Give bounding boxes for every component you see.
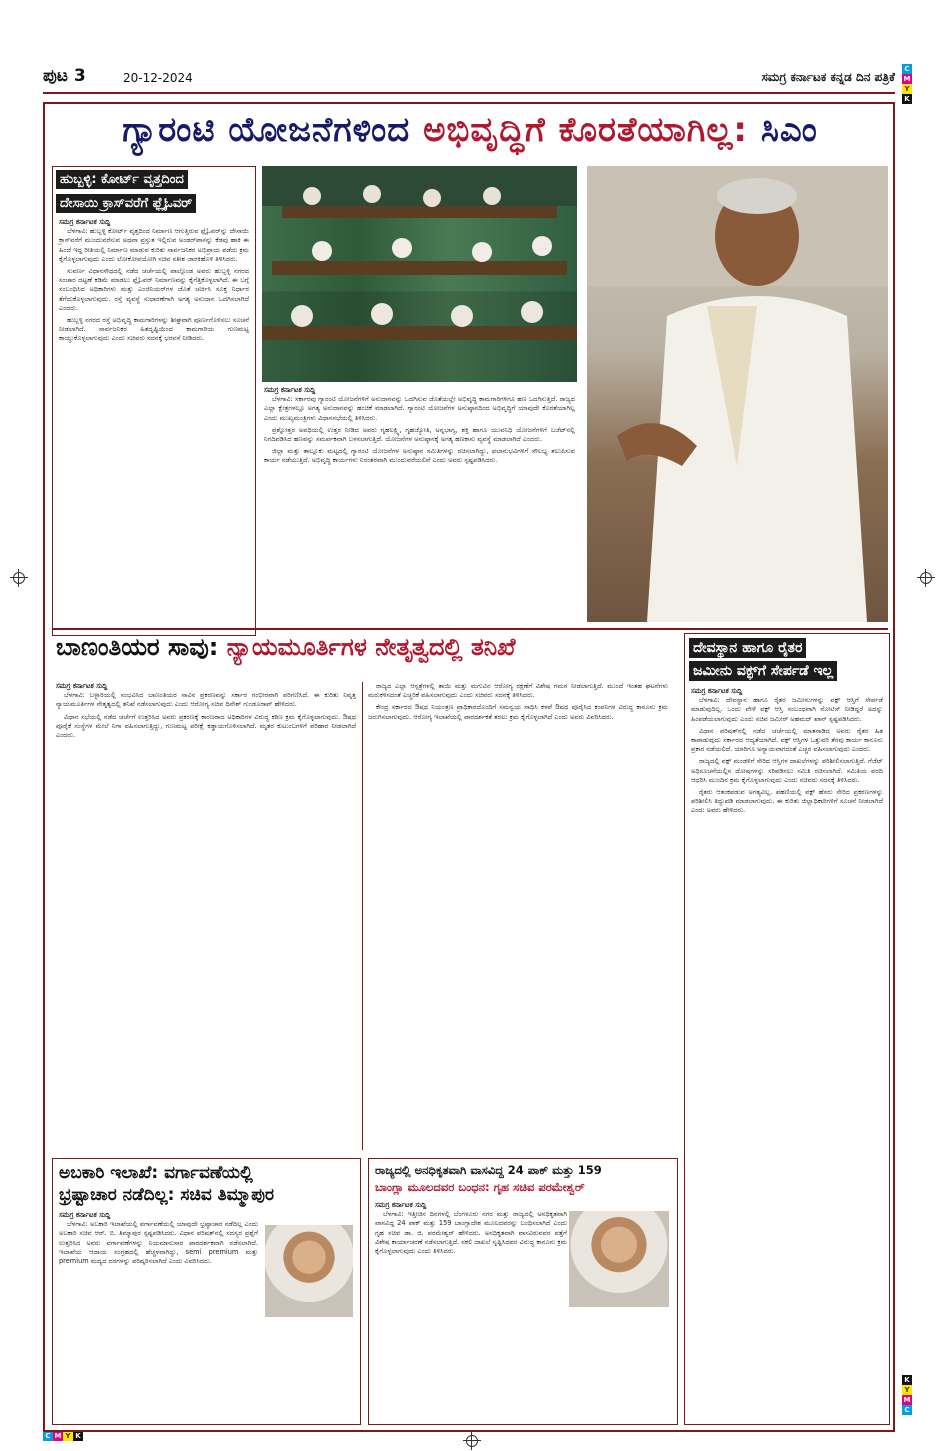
- section-divider: [52, 628, 888, 630]
- temple-paragraph-2: ವಿಧಾನ ಪರಿಷತ್‌ನಲ್ಲಿ ನಡೆದ ಚರ್ಚೆಯಲ್ಲಿ ಮಾತನಾಡಿದ ಅವರು ರೈತರ ಹಿತ ಕಾಪಾಡುವುದು ಸರ್ಕಾರದ ಆದ್ಯತೆಯಾಗಿದೆ. ವಕ್ಫ್ ಆಸ್ತಿಗಳ ಒತ್ತುವರಿ ತೆರವು ಕಾರ್ಯ ಕಾನೂನು ಪ್ರಕಾರ ನಡೆಯಲಿದೆ. ಯಾರಿಗೂ ಅನ್ಯಾಯವಾಗದಂತೆ ಎಚ್ಚರ ವಹಿಸಲಾಗುವುದು ಎಂದರು.: [691, 726, 883, 754]
- immigrant-story: [368, 1158, 678, 1425]
- hubballi-paragraph-2: ಸುವರ್ಣ ವಿಧಾನಸೌಧದಲ್ಲಿ ನಡೆದ ಚರ್ಚೆಯಲ್ಲಿ ಪಾಲ್ಗೊಂಡ ಅವರು ಹುಬ್ಬಳ್ಳಿ ನಗರದ ಸಂಚಾರ ದಟ್ಟಣೆ ಕಡಿಮೆ ಮಾಡಲು ಫ್ಲೈಓವರ್ ನಿರ್ಮಾಣವನ್ನು ಕೈಗೆತ್ತಿಕೊಳ್ಳಲಾಗಿದೆ. ಈ ಬಗ್ಗೆ ಸಂಬಂಧಿಸಿದ ಅಧಿಕಾರಿಗಳು ಮತ್ತು ಎಂಜಿನಿಯರ್‌ಗಳ ಜೊತೆ ಚರ್ಚಿಸಿ ಸೂಕ್ತ ನಿರ್ಧಾರ ತೆಗೆದುಕೊಳ್ಳಲಾಗುವುದು. ರಸ್ತೆ ವ್ಯವಸ್ಥೆ ಸುಧಾರಣೆಗಾಗಿ ಅಗತ್ಯ ಅನುದಾನ ಒದಗಿಸಲಾಗಿದೆ ಎಂದರು.: [59, 267, 249, 312]
- cmyk-m: M: [903, 1396, 911, 1404]
- hubballi-paragraph-1: ಬೆಳಗಾವಿ: ಹುಬ್ಬಳ್ಳಿ ಕೋರ್ಟ್ ವೃತ್ತದಿಂದ ನಿರ್ಮಾಣ ಆಗುತ್ತಿರುವ ಫ್ಲೈಓವರ್‌ನ್ನು ದೇಸಾಯಿ ಕ್ರಾಸ್‌ವರೆಗೆ ಮುಂದುವರೆಸುವ ಅಥವಾ ಪ್ರಸ್ತುತ ಇಲ್ಲಿರುವ ಅಂಡರ್‌ಪಾಸನ್ನು ಕೆಡವು ಹಾಕಿ ಈ ಹಿಂದೆ ಇದ್ದ ರೀತಿಯಲ್ಲಿ ನಿರ್ಮಾಣ ಮಾಡುವ ಕುರಿತು ಸಾರ್ವಜನಿಕರ ಅಭಿಪ್ರಾಯ ಪಡೆದು ಕ್ರಮ ಕೈಗೊಳ್ಳಲಾಗುವುದು ಎಂದು ಲೋಕೋಪಯೋಗಿ ಸಚಿವ ಸತೀಶ ಜಾರಕಿಹೊಳಿ ತಿಳಿಸಿದರು.: [59, 227, 249, 263]
- cmyk-k: K: [902, 1375, 912, 1385]
- hubballi-paragraph-3: ಹುಬ್ಬಳ್ಳಿ ನಗರದ ರಸ್ತೆ ಅಭಿವೃದ್ಧಿ ಕಾಮಗಾರಿಗಳನ್ನು ಶೀಘ್ರವಾಗಿ ಪೂರ್ಣಗೊಳಿಸಲು ಸೂಚನೆ ನೀಡಲಾಗಿದೆ. ಸಾರ್ವಜನಿಕರ ಹಿತದೃಷ್ಟಿಯಿಂದ ಕಾಮಗಾರಿಯ ಗುಣಮಟ್ಟ ಕಾಯ್ದುಕೊಳ್ಳಲಾಗುವುದು ಎಂದು ಸಚಿವರು ಸದನಕ್ಕೆ ಭರವಸೆ ನೀಡಿದರು.: [59, 316, 249, 343]
- issue-date: 20-12-2024: [123, 71, 193, 85]
- registration-mark-bottom: [463, 1432, 481, 1450]
- maternal-paragraph-4: ಕೇಂದ್ರ ಸರ್ಕಾರದ ಔಷಧ ನಿಯಂತ್ರಣ ಪ್ರಾಧಿಕಾರದೊಂದಿಗೆ ಸಮನ್ವಯ ಸಾಧಿಸಿ ಕಳಪೆ ಔಷಧ ಪೂರೈಸಿದ ಕಂಪನಿಗಳ ವಿರುದ್ಧ ಕಾನೂನು ಕ್ರಮ ಜರುಗಿಸಲಾಗುವುದು. ಆರೋಗ್ಯ ಇಲಾಖೆಯಲ್ಲಿ ಪಾರದರ್ಶಕತೆ ತರಲು ಕ್ರಮ ಕೈಗೊಳ್ಳಲಾಗಿದೆ ಎಂದು ಅವರು ವಿವರಿಸಿದರು.: [368, 703, 668, 721]
- cmyk-y: Y: [63, 1431, 73, 1441]
- cm-photo-shapes: [587, 166, 888, 622]
- page-number: ಪುಟ 3: [43, 66, 86, 86]
- maternal-headline-a: ಬಾಣಂತಿಯರ ಸಾವು:: [56, 633, 219, 661]
- maternal-paragraph-1: ಬೆಳಗಾವಿ: ಬಳ್ಳಾರಿಯಲ್ಲಿ ಸಂಭವಿಸಿದ ಬಾಣಂತಿಯರ ಸಾವಿನ ಪ್ರಕರಣವನ್ನು ಸರ್ಕಾರ ಗಂಭೀರವಾಗಿ ಪರಿಗಣಿಸಿದೆ. ಈ ಕುರಿತು ನಿವೃತ್ತ ನ್ಯಾಯಮೂರ್ತಿಗಳ ನೇತೃತ್ವದಲ್ಲಿ ತನಿಖೆ ನಡೆಸಲಾಗುವುದು ಎಂದು ಆರೋಗ್ಯ ಸಚಿವ ದಿನೇಶ್ ಗುಂಡೂರಾವ್ ಹೇಳಿದರು.: [56, 691, 356, 709]
- excise-byline: ಸಮಗ್ರ ಕರ್ನಾಟಕ ಸುದ್ದಿ: [59, 1211, 111, 1219]
- maternal-byline: ಸಮಗ್ರ ಕರ್ನಾಟಕ ಸುದ್ದಿ: [56, 682, 108, 690]
- maternal-paragraph-3: ರಾಜ್ಯದ ಎಲ್ಲಾ ಆಸ್ಪತ್ರೆಗಳಲ್ಲಿ ತಾಯಿ ಮತ್ತು ಮಗುವಿನ ಆರೋಗ್ಯ ರಕ್ಷಣೆಗೆ ವಿಶೇಷ ಗಮನ ನೀಡಲಾಗುತ್ತಿದೆ. ಮುಂದೆ ಇಂತಹ ಘಟನೆಗಳು ಮರುಕಳಿಸದಂತೆ ಎಚ್ಚರಿಕೆ ವಹಿಸಲಾಗುವುದು ಎಂದು ಸಚಿವರು ಸದನಕ್ಕೆ ತಿಳಿಸಿದರು.: [368, 682, 668, 700]
- hubballi-headline-line2: ದೇಸಾಯಿ ಕ್ರಾಸ್‌ವರೆಗೆ ಫ್ಲೈಓವರ್: [56, 194, 196, 213]
- hubballi-byline: ಸಮಗ್ರ ಕರ್ನಾಟಕ ಸುದ್ದಿ: [59, 218, 111, 226]
- immigrant-headline-line2: ಬಾಂಗ್ಲಾ ಮೂಲದವರ ಬಂಧನ: ಗೃಹ ಸಚಿವ ಪರಮೇಶ್ವರ್: [375, 1180, 585, 1194]
- cmyk-k: K: [902, 94, 912, 104]
- maternal-headline-b: ನ್ಯಾಯಮೂರ್ತಿಗಳ ನೇತೃತ್ವದಲ್ಲಿ ತನಿಖೆ: [226, 633, 516, 661]
- cmyk-strip-top: [902, 64, 912, 104]
- excise-minister-photo: [265, 1225, 353, 1317]
- main-headline-part2: ಅಭಿವೃದ್ಧಿಗೆ ಕೊರತೆಯಾಗಿಲ್ಲ:: [423, 110, 749, 150]
- home-minister-photo: [569, 1211, 669, 1307]
- temple-paragraph-1: ಬೆಳಗಾವಿ: ದೇವಸ್ಥಾನ ಹಾಗೂ ರೈತರ ಜಮೀನುಗಳನ್ನು ವಕ್ಫ್ ಆಸ್ತಿಗೆ ಸೇರ್ಪಡೆ ಮಾಡುವುದಿಲ್ಲ. ಒಂದು ವೇಳೆ ವಕ್ಫ್ ಆಸ್ತಿ ಸಂಬಂಧವಾಗಿ ನೋಟಿಸ್ ನೀಡಿದ್ದರೆ ಅದನ್ನು ಹಿಂಪಡೆಯಲಾಗುವುದು ಎಂದು ಸಚಿವ ಜಮೀರ್ ಅಹಮದ್ ಖಾನ್ ಸ್ಪಷ್ಟಪಡಿಸಿದರು.: [691, 696, 883, 723]
- maternal-paragraph-2: ವಿಧಾನ ಸಭೆಯಲ್ಲಿ ನಡೆದ ಚರ್ಚೆಗೆ ಉತ್ತರಿಸಿದ ಅವರು ಪ್ರಕರಣಕ್ಕೆ ಕಾರಣರಾದ ಅಧಿಕಾರಿಗಳ ವಿರುದ್ಧ ಕಠಿಣ ಕ್ರಮ ಕೈಗೊಳ್ಳಲಾಗುವುದು. ಔಷಧ ಪೂರೈಕೆ ಸಂಸ್ಥೆಗಳ ಮೇಲೆ ನಿಗಾ ವಹಿಸಲಾಗುತ್ತಿದ್ದು, ಗುಣಮಟ್ಟ ಪರೀಕ್ಷೆ ಕಡ್ಡಾಯಗೊಳಿಸಲಾಗಿದೆ. ಮೃತರ ಕುಟುಂಬಗಳಿಗೆ ಪರಿಹಾರ ನೀಡಲಾಗಿದೆ ಎಂದರು.: [56, 712, 356, 740]
- main-headline-part3: ಸಿಎಂ: [760, 110, 818, 150]
- immigrant-paragraph: ಬೆಳಗಾವಿ: ಇತ್ತೀಚಿನ ದಿನಗಳಲ್ಲಿ ಬೆಂಗಳೂರು ನಗರ ಮತ್ತು ರಾಜ್ಯದಲ್ಲಿ ಅನಧಿಕೃತವಾಗಿ ವಾಸವಿದ್ದ 24 ಪಾಕ್ ಮತ್ತು 159 ಬಾಂಗ್ಲಾದೇಶ ಮೂಲದವರನ್ನು ಬಂಧಿಸಲಾಗಿದೆ ಎಂದು ಗೃಹ ಸಚಿವ ಡಾ. ಜಿ. ಪರಮೇಶ್ವರ್ ಹೇಳಿದರು. ಅನಧಿಕೃತವಾಗಿ ವಾಸವಿರುವವರ ಪತ್ತೆಗೆ ವಿಶೇಷ ಕಾರ್ಯಾಚರಣೆ ನಡೆಸಲಾಗುತ್ತಿದೆ. ನಕಲಿ ದಾಖಲೆ ಸೃಷ್ಟಿಸಿದವರ ವಿರುದ್ಧ ಕಾನೂನು ಕ್ರಮ ಕೈಗೊಳ್ಳಲಾಗುವುದು ಎಂದು ತಿಳಿಸಿದರು.: [375, 1210, 567, 1256]
- publication-name: ಸಮಗ್ರ ಕರ್ನಾಟಕ ಕನ್ನಡ ದಿನ ಪತ್ರಿಕೆ: [761, 70, 895, 84]
- cmyk-y: Y: [902, 84, 912, 94]
- cmyk-strip-bottom: [43, 1431, 83, 1441]
- excise-story: [52, 1158, 361, 1425]
- cm-photo: [587, 166, 888, 622]
- cmyk-m: M: [54, 1432, 62, 1440]
- maternal-story-col1: [56, 682, 356, 1150]
- immigrant-byline: ಸಮಗ್ರ ಕರ್ನಾಟಕ ಸುದ್ದಿ: [375, 1201, 427, 1209]
- excise-headline-line1: ಅಬಕಾರಿ ಇಲಾಖೆ: ವರ್ಗಾವಣೆಯಲ್ಲಿ: [59, 1163, 253, 1183]
- cm-paragraph-2: ಪ್ರಶ್ನೋತ್ತರ ಅವಧಿಯಲ್ಲಿ ಉತ್ತರ ನೀಡಿದ ಅವರು ಗೃಹಲಕ್ಷ್ಮಿ, ಗೃಹಜ್ಯೋತಿ, ಅನ್ನಭಾಗ್ಯ, ಶಕ್ತಿ ಹಾಗೂ ಯುವನಿಧಿ ಯೋಜನೆಗಳಿಗೆ ಬಜೆಟ್‌ನಲ್ಲಿ ನಿಗದಿಪಡಿಸಿದ ಹಣವನ್ನು ಸಮರ್ಪಕವಾಗಿ ಬಳಸಲಾಗುತ್ತಿದೆ. ಯೋಜನೆಗಳ ಅನುಷ್ಠಾನಕ್ಕೆ ಅಗತ್ಯ ಹಣಕಾಸು ವ್ಯವಸ್ಥೆ ಮಾಡಲಾಗಿದೆ ಎಂದರು.: [264, 425, 575, 444]
- header-rule: [43, 92, 895, 94]
- cm-paragraph-1: ಬೆಳಗಾವಿ: ಸರ್ಕಾರವು ಗ್ಯಾರಂಟಿ ಯೋಜನೆಗಳಿಗೆ ಅನುದಾನವನ್ನು ಒದಗಿಸುವ ಜೊತೆಯಲ್ಲೇ ಅಭಿವೃದ್ಧಿ ಕಾಮಗಾರಿಗಳಿಗೂ ಹಣ ಒದಗಿಸುತ್ತಿದೆ. ರಾಜ್ಯದ ಎಲ್ಲಾ ಕ್ಷೇತ್ರಗಳಲ್ಲೂ ಅಗತ್ಯ ಅನುದಾನವನ್ನು ಹಂಚಿಕೆ ಮಾಡಲಾಗಿದೆ. ಗ್ಯಾರಂಟಿ ಯೋಜನೆಗಳ ಅನುಷ್ಠಾನದಿಂದ ಅಭಿವೃದ್ಧಿಗೆ ಯಾವುದೇ ಕೊರತೆಯಾಗಿಲ್ಲ ಎಂದು ಮುಖ್ಯಮಂತ್ರಿಗಳು ವಿಧಾನಸಭೆಯಲ್ಲಿ ತಿಳಿಸಿದರು.: [264, 395, 575, 422]
- hubballi-headline-line1: ಹುಬ್ಬಳ್ಳಿ: ಕೋರ್ಟ್ ವೃತ್ತದಿಂದ: [56, 170, 188, 189]
- immigrant-headline-line1: ರಾಜ್ಯದಲ್ಲಿ ಅನಧಿಕೃತವಾಗಿ ವಾಸವಿದ್ದ 24 ಪಾಕ್ ಮತ್ತು 159: [375, 1163, 602, 1177]
- cm-paragraph-3: ಜಿಲ್ಲಾ ಮತ್ತು ತಾಲ್ಲೂಕು ಮಟ್ಟದಲ್ಲಿ ಗ್ಯಾರಂಟಿ ಯೋಜನೆಗಳ ಅನುಷ್ಠಾನ ಸಮಿತಿಗಳನ್ನು ರಚಿಸಲಾಗಿದ್ದು, ಫಲಾನುಭವಿಗಳಿಗೆ ಸೌಲಭ್ಯ ತಲುಪಿಸುವ ಕಾರ್ಯ ನಡೆಯುತ್ತಿದೆ. ಅಭಿವೃದ್ಧಿ ಕಾರ್ಯಗಳು ನಿರಂತರವಾಗಿ ಮುಂದುವರೆಯಲಿವೆ ಎಂದು ಅವರು ಸ್ಪಷ್ಟಪಡಿಸಿದರು.: [264, 447, 575, 465]
- cm-byline: ಸಮಗ್ರ ಕರ್ನಾಟಕ ಸುದ್ದಿ: [264, 386, 316, 394]
- main-headline: [52, 110, 888, 150]
- maternal-story-col2: [368, 682, 668, 1150]
- assembly-photo: [262, 166, 577, 382]
- main-headline-part1: ಗ್ಯಾರಂಟಿ ಯೋಜನೆಗಳಿಂದ: [122, 110, 411, 150]
- assembly-photo-shapes: [262, 166, 577, 382]
- temple-body: [685, 685, 889, 1409]
- excise-paragraph: ಬೆಳಗಾವಿ: ಅಬಕಾರಿ ಇಲಾಖೆಯಲ್ಲಿ ವರ್ಗಾವಣೆಯಲ್ಲಿ ಯಾವುದೇ ಭ್ರಷ್ಟಾಚಾರ ನಡೆದಿಲ್ಲ ಎಂದು ಅಬಕಾರಿ ಸಚಿವ ಆರ್. ಬಿ. ತಿಮ್ಮಾಪುರ ಸ್ಪಷ್ಟಪಡಿಸಿದರು. ವಿಧಾನ ಪರಿಷತ್‌ನಲ್ಲಿ ಸದಸ್ಯರ ಪ್ರಶ್ನೆಗೆ ಉತ್ತರಿಸಿದ ಅವರು ವರ್ಗಾವಣೆಗಳನ್ನು ನಿಯಮಾನುಸಾರ ಪಾರದರ್ಶಕವಾಗಿ ನಡೆಸಲಾಗಿದೆ. ಇಲಾಖೆಯ ಆದಾಯ ಸಂಗ್ರಹದಲ್ಲಿ ಹೆಚ್ಚಳವಾಗಿದ್ದು, semi premium ಮತ್ತು premium ಮದ್ಯದ ದರಗಳನ್ನು ಪರಿಷ್ಕರಿಸಲಾಗಿದೆ ಎಂದು ವಿವರಿಸಿದರು.: [59, 1220, 258, 1266]
- registration-mark-right: [917, 569, 935, 587]
- hubballi-body: [53, 216, 255, 615]
- cmyk-y: Y: [902, 1385, 912, 1395]
- registration-mark-left: [10, 569, 28, 587]
- cmyk-m: M: [903, 75, 911, 83]
- temple-paragraph-4: ರೈತರು ಆತಂಕಪಡುವ ಅಗತ್ಯವಿಲ್ಲ. ಪಹಣಿಯಲ್ಲಿ ವಕ್ಫ್ ಹೆಸರು ಸೇರಿದ ಪ್ರಕರಣಗಳನ್ನು ಪರಿಶೀಲಿಸಿ ತಿದ್ದುಪಡಿ ಮಾಡಲಾಗುವುದು. ಈ ಕುರಿತು ಜಿಲ್ಲಾಧಿಕಾರಿಗಳಿಗೆ ಸೂಚನೆ ನೀಡಲಾಗಿದೆ ಎಂದು ಅವರು ಹೇಳಿದರು.: [691, 788, 883, 815]
- cm-story: [264, 386, 575, 622]
- cmyk-k: K: [73, 1431, 83, 1441]
- cmyk-c: C: [43, 1431, 53, 1441]
- temple-headline-line1: ದೇವಸ್ಥಾನ ಹಾಗೂ ರೈತರ: [689, 638, 806, 658]
- temple-story: [684, 633, 890, 1425]
- temple-paragraph-3: ರಾಜ್ಯದಲ್ಲಿ ವಕ್ಫ್ ಮಂಡಳಿಗೆ ಸೇರಿದ ಆಸ್ತಿಗಳ ದಾಖಲೆಗಳನ್ನು ಪರಿಶೀಲಿಸಲಾಗುತ್ತಿದೆ. ಗೆಜೆಟ್ ಅಧಿಸೂಚನೆಯಲ್ಲಿನ ದೋಷಗಳನ್ನು ಸರಿಪಡಿಸಲು ಸಮಿತಿ ರಚಿಸಲಾಗಿದೆ. ಸಮಿತಿಯ ವರದಿ ಆಧರಿಸಿ ಮುಂದಿನ ಕ್ರಮ ಕೈಗೊಳ್ಳಲಾಗುವುದು ಎಂದು ಸಚಿವರು ಸದನಕ್ಕೆ ತಿಳಿಸಿದರು.: [691, 757, 883, 784]
- temple-headline-line2: ಜಮೀನು ವಕ್ಫ್‌ಗೆ ಸೇರ್ಪಡೆ ಇಲ್ಲ: [689, 661, 837, 681]
- column-rule: [362, 682, 363, 1150]
- temple-byline: ಸಮಗ್ರ ಕರ್ನಾಟಕ ಸುದ್ದಿ: [691, 687, 743, 695]
- excise-headline-line2: ಭ್ರಷ್ಟಾಚಾರ ನಡೆದಿಲ್ಲ: ಸಚಿವ ತಿಮ್ಮಾಪುರ: [59, 1185, 274, 1205]
- hubballi-story: [52, 166, 256, 636]
- maternal-headline: [56, 633, 676, 661]
- cmyk-strip-right: [902, 1375, 912, 1415]
- cmyk-c: C: [902, 64, 912, 74]
- cmyk-c: C: [902, 1405, 912, 1415]
